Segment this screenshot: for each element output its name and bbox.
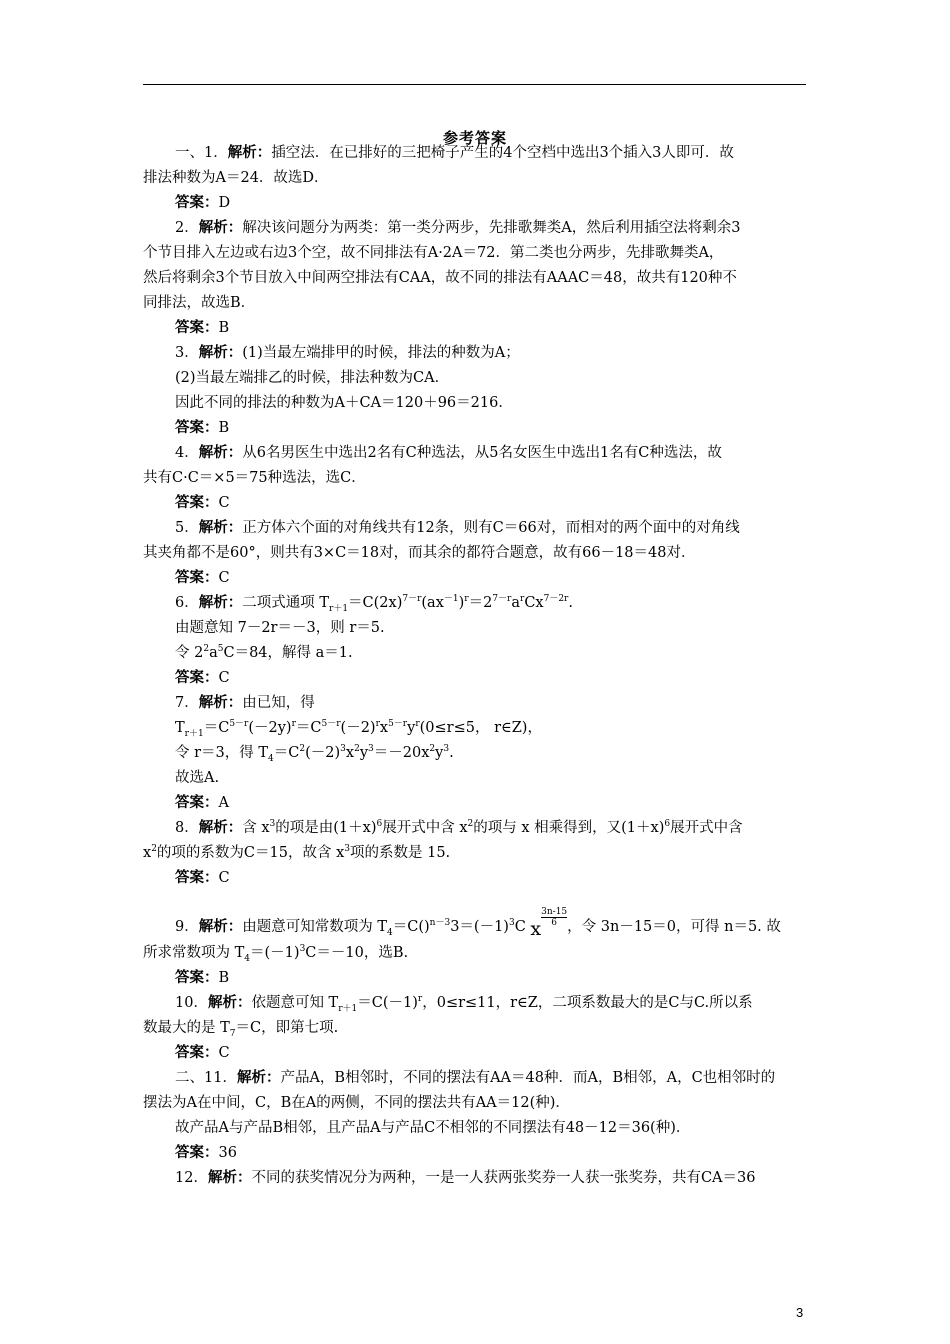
text-run: D [218,195,231,211]
text-line [143,243,723,263]
subscript: r＋1 [184,728,204,739]
superscript: r [291,719,296,730]
superscript: 2 [203,644,210,655]
text-run: ，0≤r≤11，r∈Z，二项系数最大的是C与C.所以系 [422,995,753,1011]
superscript: 2 [354,744,360,755]
text-run: 故产品A与产品B相邻，且产品A与产品C不相邻的不同摆法有48－12＝36(种)． [175,1120,691,1136]
subscript: r＋1 [329,603,349,614]
text-line [175,907,781,939]
text-run: 12． [175,1170,208,1186]
superscript: 6 [664,819,671,830]
text-run: 然后将剩余3个节目放入中间两空排法有CAA，故不同的排法有AAAC＝48，故共有120种不 [143,270,737,286]
text-line [175,518,740,538]
text-run: 同排法，故选B． [143,295,256,311]
text-run: 由题意知 7－2r＝－3，则 r＝5. [175,620,385,636]
answer-label: 答案： [175,320,219,336]
text-run: C [514,919,531,935]
text-run: x [345,745,355,761]
text-run: ＝C [295,720,322,736]
answer-label: 答案： [175,570,219,586]
text-run: 摆法为A在中间，C，B在A的两侧，不同的摆法共有AA＝12(种)． [143,1095,570,1111]
text-line [175,593,573,613]
text-run: C [218,570,230,586]
text-run: 3． [175,345,199,361]
text-run: (－2y) [248,720,292,736]
text-line [143,543,695,563]
text-run: 项的系数是 15. [350,845,451,861]
text-line [175,343,520,363]
text-run: (ax [421,595,444,611]
answer-label: 答案： [175,1045,219,1061]
text-run: 由题意可知常数项为 T [242,919,388,935]
superscript: 3 [443,744,450,755]
text-line [143,293,255,313]
superscript: 7－2r [543,594,569,605]
text-run: y [407,720,416,736]
text-run: 10． [175,995,208,1011]
answer-label: 解析： [227,145,272,161]
page-title: 参考答案 [442,129,507,147]
text-line [143,1093,570,1113]
answer-label: 解析： [198,695,243,711]
text-run: 9． [175,919,199,935]
text-run: 其夹角都不是60°，则共有3×C＝18对，而其余的都符合题意，故有66－18＝48对． [143,545,696,561]
text-line [175,368,449,388]
superscript: 3 [344,844,350,855]
text-run: 由已知，得 [242,695,315,711]
text-line [175,1043,230,1063]
answer-label: 解析： [198,220,243,236]
exponent-fraction [541,907,567,928]
text-line [143,268,737,288]
superscript: 2 [429,744,436,755]
text-run: ＝C(2x) [348,595,403,611]
text-line [175,868,230,888]
text-run: C＝－10，选B. [305,945,409,961]
answer-label: 答案： [175,495,219,511]
answer-label: 解析： [198,919,243,935]
text-line [143,168,329,188]
text-run: C＝84，解得 a＝1. [223,645,353,661]
text-run: y [435,745,444,761]
text-line [175,993,753,1013]
answer-label: 解析： [236,1070,281,1086]
text-run: 故选A. [175,770,220,786]
text-run: 的项是由(1＋x) [275,820,377,836]
text-run: ＝C [273,745,300,761]
superscript: 5 [217,644,224,655]
text-run: 二、11． [175,1070,237,1086]
text-line [143,468,366,488]
answer-label: 答案： [175,1145,219,1161]
text-line [175,443,722,463]
subscript: 4 [268,753,274,764]
text-run: Cx [524,595,544,611]
text-run: C [218,870,230,886]
text-line [175,193,230,213]
text-run: ＝C，即第七项. [235,1020,339,1036]
text-run: ，令 3n－15＝0，可得 n＝5. 故 [567,919,781,935]
text-run: ＝C(－1) [357,995,418,1011]
superscript: 2 [467,819,474,830]
text-line [175,493,230,513]
answer-label: 答案： [175,870,219,886]
text-run: 排法种数为A＝24．故选D． [143,170,329,186]
header-rule [143,84,806,85]
text-run: 36 [218,1145,237,1161]
text-run: 依题意可知 T [251,995,339,1011]
fraction-numerator: 3n-15 [541,907,568,917]
text-run: (－2) [305,745,341,761]
text-line [175,1143,237,1163]
superscript: r [415,719,420,730]
superscript: n－3 [429,918,451,929]
superscript: 6 [376,819,383,830]
superscript: r [375,719,380,730]
text-run: 4． [175,445,199,461]
text-run: a [511,595,521,611]
text-run: 8． [175,820,199,836]
text-run: ＝C [203,720,230,736]
text-run: B [218,420,230,436]
text-run: 2． [175,220,199,236]
text-run: (0≤r≤5， r∈Z)， [419,720,542,736]
text-line [175,793,229,813]
answer-label: 答案： [175,670,219,686]
text-run: 个节目排入左边或右边3个空，故不同排法有A·2A＝72．第二类也分两步，先排歌舞类A， [143,245,724,261]
superscript: r [417,994,423,1005]
text-run: 从6名男医生中选出2名有C种选法，从5名女医生中选出1名有C种选法，故 [242,445,722,461]
text-run: a [209,645,218,661]
text-line [175,718,542,738]
text-line [175,1168,755,1188]
text-run: ＝(－1) [250,945,300,961]
text-line [175,643,353,663]
answer-label: 解析： [207,995,252,1011]
text-line [175,143,734,163]
text-line [175,818,743,838]
superscript: 5－r [321,719,341,730]
text-run: 7． [175,695,199,711]
text-run: 展开式中含 [670,820,743,836]
answer-label: 解析： [207,1170,252,1186]
superscript: r [464,594,469,605]
text-run: 插空法．在已排好的三把椅子产生的4个空档中选出3个插入3人即可．故 [271,145,734,161]
text-line [175,768,219,788]
answer-label: 解析： [198,445,243,461]
text-run: 正方体六个面的对角线共有12条，则有C＝66对，而相对的两个面中的对角线 [242,520,740,536]
text-run: A [218,795,229,811]
superscript: 3 [340,744,346,755]
superscript: 7－r [402,594,422,605]
answer-label: 答案： [175,195,219,211]
text-run: C [218,670,230,686]
text-run: y [359,745,369,761]
text-line [175,568,230,588]
subscript: 4 [244,953,251,964]
text-run: 的项的系数为C＝15，故含 x [156,845,345,861]
superscript: 3 [508,918,515,929]
text-run: C [218,495,230,511]
subscript: 7 [229,1028,236,1039]
text-run: 3＝(－1) [450,919,509,935]
text-line [175,968,229,988]
text-line [143,843,450,863]
text-run: T [175,720,185,736]
text-run: ＝C() [392,919,430,935]
text-run: 解决该问题分为两类：第一类分两步，先排歌舞类A，然后利用插空法将剩余3 [242,220,741,236]
text-line [175,418,229,438]
subscript: r＋1 [338,1003,358,1014]
superscript: 2 [299,744,306,755]
text-run: B [218,970,230,986]
answer-label: 解析： [198,520,243,536]
text-line [175,1068,775,1088]
superscript: 3 [299,944,306,955]
text-run: 不同的获奖情况分为两种，一是一人获两张奖券一人获一张奖券，共有CA＝36 [251,1170,756,1186]
text-line [175,1118,690,1138]
text-run: x [143,845,152,861]
text-run: 5． [175,520,199,536]
text-run: 令 r＝3，得 T [175,745,269,761]
text-run: . [449,745,454,761]
superscript: 5－r [229,719,249,730]
answer-label: 解析： [198,820,243,836]
superscript: 2 [151,844,157,855]
text-run: 所求常数项为 T [143,945,245,961]
text-run: 含 x [242,820,270,836]
text-line [175,393,513,413]
answer-label: 答案： [175,970,219,986]
superscript: 3 [269,819,276,830]
superscript: r [520,594,525,605]
text-run: 产品A，B相邻时，不同的摆法有AA＝48种．而A，B相邻，A，C也相邻时的 [280,1070,776,1086]
answer-label: 答案： [175,420,219,436]
text-run: 6． [175,595,199,611]
text-run: ＝2 [468,595,493,611]
answer-label: 解析： [198,345,243,361]
text-run: 二项式通项 T [242,595,330,611]
text-line [175,218,740,238]
superscript: 7－r [492,594,512,605]
text-run: ＝－20x [373,745,430,761]
page-number: 3 [796,1305,804,1320]
text-line [175,618,385,638]
text-run: (1)当最左端排甲的时候，排法的种数为A； [242,345,520,361]
text-run: . [568,595,573,611]
text-line [175,693,315,713]
text-line [175,318,229,338]
text-run: B [218,320,230,336]
answer-label: 答案： [175,795,219,811]
fraction-denominator: 6 [551,918,558,928]
superscript: －1 [443,594,459,605]
subscript: 4 [387,927,393,938]
superscript: 3 [368,744,374,755]
answer-label: 解析： [198,595,243,611]
text-run: 展开式中含 x [382,820,468,836]
text-line [143,1018,338,1038]
text-run: 令 2 [175,645,204,661]
text-run: 共有C·C＝×5＝75种选法，选C． [143,470,366,486]
text-run: ) [458,595,465,611]
text-run: 一、1． [175,145,228,161]
text-line [175,668,230,688]
text-run: C [218,1045,230,1061]
text-run: x [379,720,389,736]
text-line [175,743,454,763]
text-run: 的项与 x 相乘得到，又(1＋x) [473,820,665,836]
text-line [143,943,408,963]
text-run: (2)当最左端排乙的时候，排法种数为CA． [175,370,450,386]
text-run: (－2) [340,720,376,736]
text-run: 数最大的是 T [143,1020,230,1036]
text-run: 因此不同的排法的种数为A＋CA＝120＋96＝216． [175,395,513,411]
math-variable: x [530,918,542,940]
superscript: 5－r [388,719,408,730]
